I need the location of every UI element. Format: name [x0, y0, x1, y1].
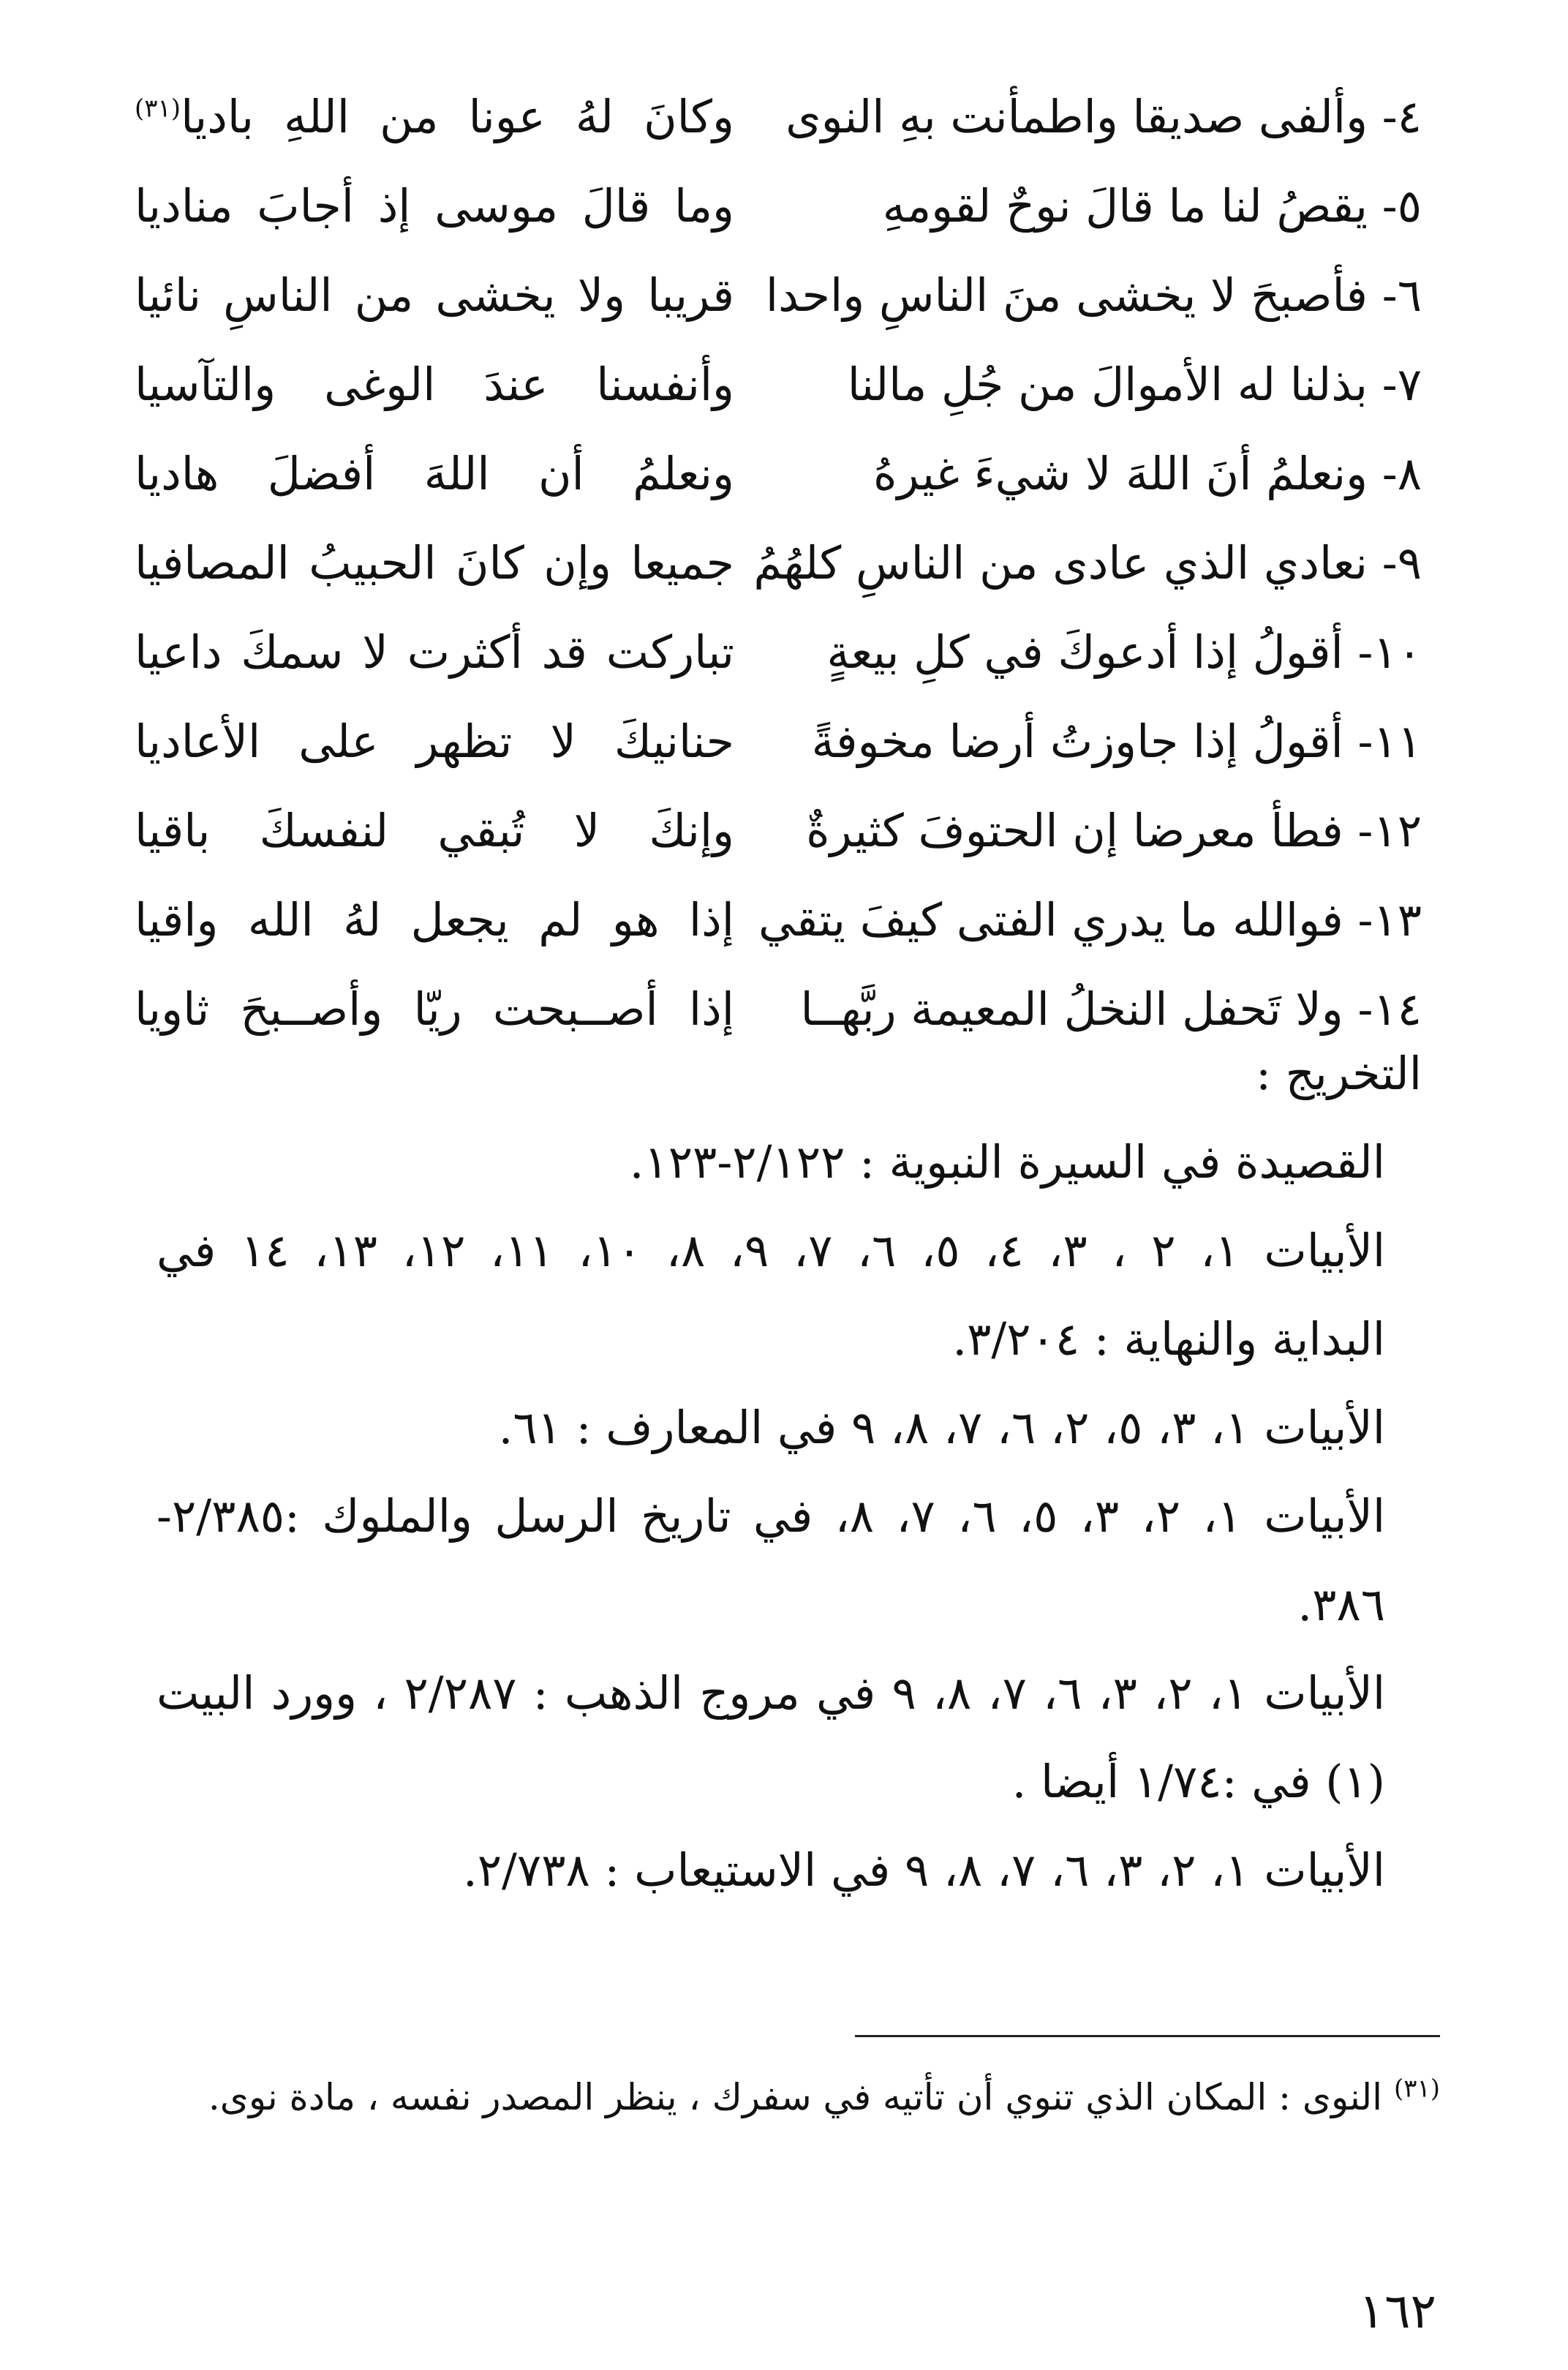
takhrij-line: (١) في :١/٧٤ أيضا .: [1011, 1755, 1385, 1808]
takhrij-line: الأبيات ١، ٢ ، ٣، ٤، ٥، ٦، ٧، ٩، ٨، ١٠، ١١، ١٢، ١٣، ١٤ في: [157, 1224, 1386, 1277]
footnote: [208, 2064, 1440, 2130]
verse-line: [135, 884, 1422, 973]
takhrij-line: البداية والنهاية : ٣/٢٠٤.: [952, 1312, 1385, 1366]
takhrij-line: الأبيات ١، ٢، ٣، ٦، ٧، ٨، ٩ في الاستيعاب : ٢/٧٣٨.: [463, 1843, 1385, 1897]
verse-line: [135, 170, 1422, 259]
verse-line: [135, 794, 1422, 884]
footnote-reference: (٣١): [135, 94, 181, 124]
page-number: ١٦٢: [1358, 2283, 1436, 2339]
verse-line: [135, 259, 1422, 348]
verse-first-hemistich: ٧- بذلنا له الأموالَ من جُلِ مالنا: [847, 358, 1422, 411]
verse-second-hemistich: وأنفسنا عندَ الوغى والتآسيا: [135, 358, 734, 411]
footnote-separator: [855, 2035, 1440, 2037]
takhrij-line: الأبيات ١، ٢، ٣، ٦، ٧، ٨، ٩ في مروج الذهب : ٢/٢٨٧ ، وورد البيت: [157, 1666, 1386, 1720]
verse-second-hemistich: تباركت قد أكثرت لا سمكَ داعيا: [135, 625, 734, 679]
takhrij-line: ٣٨٦.: [1297, 1578, 1385, 1631]
verse-second-hemistich: قريبا ولا يخشى من الناسِ نائيا: [135, 268, 734, 322]
verse-line: [135, 437, 1422, 527]
verse-first-hemistich: ١٠- أقولُ إذا أدعوكَ في كلِ بيعةٍ: [826, 625, 1422, 679]
takhrij-line: القصيدة في السيرة النبوية : ٢/١٢٢-١٢٣.: [629, 1135, 1385, 1189]
verse-first-hemistich: ٦- فأصبحَ لا يخشى منَ الناسِ واحدا: [765, 268, 1422, 322]
footnote-text: النوى : المكان الذي تنوي أن تأتيه في سفرك ، ينظر المصدر نفسه ، مادة نوى.: [208, 2076, 1383, 2118]
verse-first-hemistich: ١٢- فطأ معرضا إن الحتوفَ كثيرةٌ: [806, 804, 1422, 857]
verse-line: [135, 973, 1422, 1062]
verse-first-hemistich: ٨- ونعلمُ أنَ اللهَ لا شيءَ غيرهُ: [872, 447, 1422, 500]
verse-first-hemistich: ١١- أقولُ إذا جاوزتُ أرضا مخوفةً: [811, 715, 1422, 768]
verse-second-hemistich: وما قالَ موسى إذ أجابَ مناديا: [135, 179, 734, 233]
verse-second-hemistich: جميعا وإن كانَ الحبيبُ المصافيا: [135, 536, 734, 590]
verse-first-hemistich: ٩- نعادي الذي عادى من الناسِ كلهُمُ: [753, 536, 1422, 590]
poem: [135, 80, 1422, 1062]
verse-line: [135, 80, 1422, 170]
verse-second-hemistich: وكانَ لهُ عونا من اللهِ باديا$^{(٣١)}$: [135, 90, 734, 143]
takhrij-line: الأبيات ١، ٣، ٥، ٢، ٦، ٧، ٨، ٩ في المعارف : ٦١.: [498, 1401, 1385, 1454]
verse-second-hemistich: حنانيكَ لا تظهر على الأعاديا: [135, 715, 734, 768]
verse-line: [135, 348, 1422, 437]
verse-first-hemistich: ٤- وألفى صديقا واطمأنت بهِ النوى: [785, 90, 1422, 143]
takhrij-heading: التخريج :: [1256, 1047, 1422, 1100]
verse-second-hemistich: وإنكَ لا تُبقي لنفسكَ باقيا: [135, 804, 734, 857]
verse-second-hemistich: إذا أصــبحت ريّا وأصــبحَ ثاويا: [135, 982, 734, 1036]
takhrij-section: [157, 1118, 1385, 1914]
verse-second-hemistich: إذا هو لم يجعل لهُ الله واقيا: [135, 893, 734, 947]
verse-first-hemistich: ١٤- ولا تَحفل النخلُ المعيمة ربَّهــا: [800, 982, 1422, 1036]
verse-line: [135, 705, 1422, 794]
footnote-marker: (٣١): [1393, 2074, 1440, 2104]
verse-first-hemistich: ١٣- فوالله ما يدري الفتى كيفَ يتقي: [758, 893, 1422, 947]
verse-second-hemistich: ونعلمُ أن اللهَ أفضلَ هاديا: [135, 447, 734, 500]
takhrij-line: الأبيات ١، ٢، ٣، ٥، ٦، ٧، ٨، في تاريخ الرسل والملوك :٢/٣٨٥-: [157, 1489, 1386, 1543]
verse-line: [135, 616, 1422, 705]
verse-first-hemistich: ٥- يقصُ لنا ما قالَ نوحٌ لقومهِ: [882, 179, 1422, 233]
verse-line: [135, 527, 1422, 616]
